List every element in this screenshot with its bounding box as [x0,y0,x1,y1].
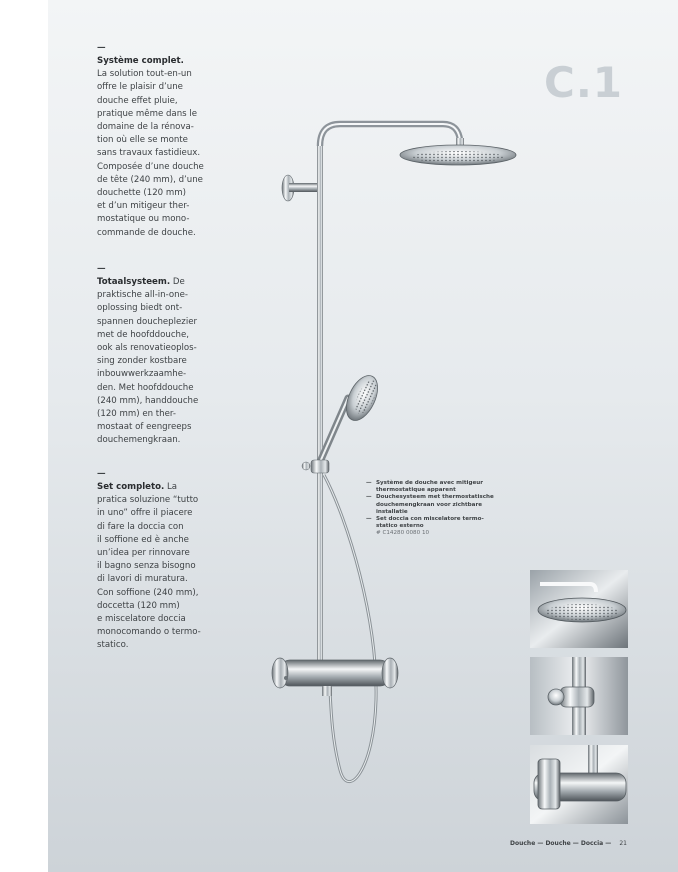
caption-line: douchemengkraan voor zichtbare [376,501,483,508]
block-line: mostaat of eengreeps [97,422,192,433]
block-line: domaine de la rénova- [97,122,194,133]
caption-line: thermostatique apparent [376,487,456,494]
block-line: (240 mm), handdouche [97,395,199,406]
caption-item [366,516,516,530]
block-line: douchette (120 mm) [97,188,186,199]
block-line: doccetta (120 mm) [97,600,180,611]
thermostat-mixer [272,658,398,696]
block-line: commande de douche. [97,227,196,238]
block-line: inbouwwerkzaamhe- [97,369,187,380]
hand-shower [320,371,384,462]
block-line: statico. [97,640,129,651]
riser-pipe [317,142,323,672]
page-number: 21 [619,840,627,847]
block-dash: — [97,469,106,479]
caption-line: Set doccia con miscelatore termo- [376,516,484,523]
block-line: douchemengkraan. [97,435,181,446]
block-line: ook als renovatieoplos- [97,343,197,354]
block-line: met de hoofddouche, [97,329,190,340]
caption-dash: — [366,494,372,501]
caption-item [366,480,516,494]
article-number: # C14280 0080 10 [376,530,430,537]
block-line: di lavori di muratura. [97,574,188,585]
block-line: il soffione ed è anche [97,534,189,545]
block-line: La solution tout-en-un [97,69,192,80]
footer-section-label: Douche — Douche — Doccia — [510,840,612,847]
caption-line: Douchesysteem met thermostatische [376,494,494,501]
block-line: monocomando o termo- [97,627,201,638]
block-line: il bagno senza bisogno [97,561,196,572]
block-line: de tête (240 mm), d’une [97,174,203,185]
block-line: douche effet pluie, [97,95,178,106]
product-caption [366,480,516,538]
block-line: Composée d’une douche [97,161,204,172]
shower-arm [320,124,460,146]
block-line: un’idea per rinnovare [97,548,190,559]
block-lead: Totaalsysteem. [97,277,171,287]
shower-system-illustration [48,0,678,872]
block-lead: Système complet. [97,56,184,66]
block-line: Con soffione (240 mm), [97,587,199,598]
section-badge: C.1 [544,58,624,107]
block-line: spannen doucheplezier [97,316,198,327]
block-lead-rest: La [164,482,178,492]
block-line: sans travaux fastidieux. [97,148,201,159]
block-line: praktische all-in-one- [97,290,188,301]
block-lead-rest: De [170,277,185,287]
block-line: di fare la doccia con [97,521,184,532]
thumbnail-holder [530,657,628,735]
block-line: tion où elle se monte [97,135,188,146]
page-footer [510,840,670,847]
block-line: (120 mm) en ther- [97,409,176,420]
wall-bracket-top [282,175,319,201]
caption-line: Système de douche avec mitigeur [376,480,484,486]
block-line: den. Met hoofddouche [97,382,194,393]
caption-line: installatie [376,508,408,515]
block-line: mostatique ou mono- [97,214,190,225]
block-line: pratica soluzione “tutto [97,495,199,506]
thumbnail-shower-head [530,570,628,648]
caption-dash: — [366,516,372,523]
block-line: sing zonder kostbare [97,356,187,367]
caption-line: statico esterno [376,523,424,530]
thumbnail-thermostat [530,745,628,824]
block-line: oplossing biedt ont- [97,303,183,314]
block-dash: — [97,264,106,274]
catalog-page [48,0,678,872]
slider-bracket [302,460,329,473]
block-line: in uno” offre il piacere [97,508,193,519]
overhead-shower-head [400,145,516,165]
block-line: e miscelatore doccia [97,614,186,625]
block-line: et d’un mitigeur ther- [97,201,190,212]
block-line: pratique même dans le [97,108,198,119]
block-lead: Set completo. [97,482,165,492]
caption-dash: — [366,480,372,486]
block-dash: — [97,43,106,53]
caption-item [366,494,516,516]
block-line: offre le plaisir d’une [97,82,183,93]
